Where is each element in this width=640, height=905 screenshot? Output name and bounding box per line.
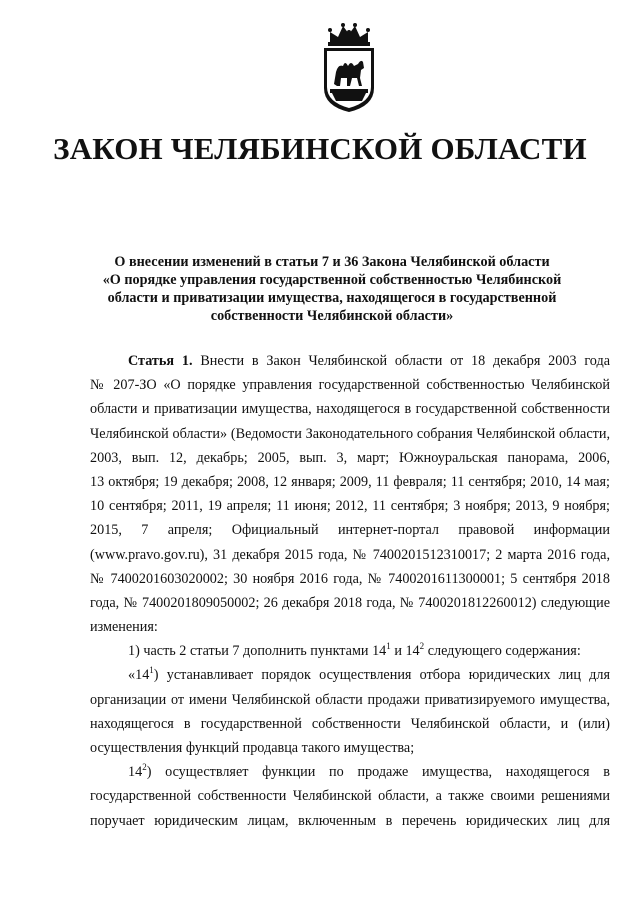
item-1-suffix: следующего содержания: xyxy=(424,643,581,660)
point-14-1-line xyxy=(90,663,610,687)
law-title: ЗАКОН ЧЕЛЯБИНСКОЙ ОБЛАСТИ xyxy=(53,131,587,166)
subtitle-line: собственности Челябинской области» xyxy=(210,308,454,324)
item-1-middle: и 14 xyxy=(390,643,420,660)
article-line: изменения: xyxy=(90,619,158,636)
point-14-1-line: находящегося в государственной собственности Челябинской области, и (или) xyxy=(90,715,610,732)
article-text: Внести в Закон Челябинской области от 18 декабря 2003 года xyxy=(200,353,610,369)
point-14-1-prefix: «14 xyxy=(128,667,150,684)
law-subtitle xyxy=(90,253,574,325)
article-line: № 7400201603020002; 30 ноября 2016 года, № 7400201611300001; 5 сентября 2018 xyxy=(90,570,610,587)
article-line: 2015, 7 апреля; Официальный интернет-портал правовой информации xyxy=(90,522,610,539)
article-line: области и приватизации имущества, находящегося в государственной собственности xyxy=(90,401,610,418)
point-14-2-prefix: 14 xyxy=(128,764,143,781)
article-line: № 207-ЗО «О порядке управления государственной собственностью Челябинской xyxy=(90,377,610,394)
subtitle-line: области и приватизации имущества, находящегося в государственной xyxy=(107,290,557,306)
superscript: 2 xyxy=(142,762,147,773)
article-line: 10 сентября; 2011, 19 апреля; 11 июня; 2012, 11 сентября; 3 ноября; 2013, 9 ноября; xyxy=(90,498,610,515)
article-line xyxy=(90,349,610,373)
subtitle-line: О внесении изменений в статьи 7 и 36 Закона Челябинской области xyxy=(114,254,550,270)
law-body xyxy=(90,349,610,833)
superscript: 1 xyxy=(386,641,391,652)
point-14-1-line: организации от имени Челябинской области продажи приватизируемого имущества, xyxy=(90,691,610,708)
point-14-1-line: осуществления функций продавца такого имущества; xyxy=(90,740,415,756)
article-line: 2003, вып. 12, декабрь; 2005, вып. 3, март; Южноуральская панорама, 2006, xyxy=(90,449,610,466)
article-label: Статья 1. xyxy=(128,353,193,369)
article-line: Челябинской области» (Ведомости Законодательного собрания Челябинской области, xyxy=(90,425,610,442)
point-14-1-text: ) устанавливает порядок осуществления отбора юридических лиц для xyxy=(153,667,610,684)
article-line: (www.pravo.gov.ru), 31 декабря 2015 года, № 7400201512310017; 2 марта 2016 года, xyxy=(90,546,610,563)
item-1-prefix: 1) часть 2 статьи 7 дополнить пунктами 14 xyxy=(128,643,387,660)
article-line: 13 октября; 19 декабря; 2008, 12 января; 2009, 11 февраля; 11 сентября; 2010, 14 мая; xyxy=(90,473,610,490)
point-14-2-line: государственной собственности Челябинской области, а также своими решениями xyxy=(90,788,610,805)
item-1-line xyxy=(90,639,610,663)
superscript: 1 xyxy=(149,665,154,676)
article-line: года, № 7400201809050002; 26 декабря 2018 года, № 7400201812260012) следующие xyxy=(90,594,610,611)
point-14-2-text: ) осуществляет функции по продаже имущества, находящегося в xyxy=(146,764,610,781)
point-14-2-line xyxy=(90,760,610,784)
chelyabinsk-coat-of-arms-icon xyxy=(316,22,382,114)
point-14-2-line: поручает юридическим лицам, включенным в перечень юридических лиц для xyxy=(90,812,610,829)
subtitle-line: «О порядке управления государственной собственностью Челябинской xyxy=(102,272,562,288)
superscript: 2 xyxy=(419,641,425,652)
